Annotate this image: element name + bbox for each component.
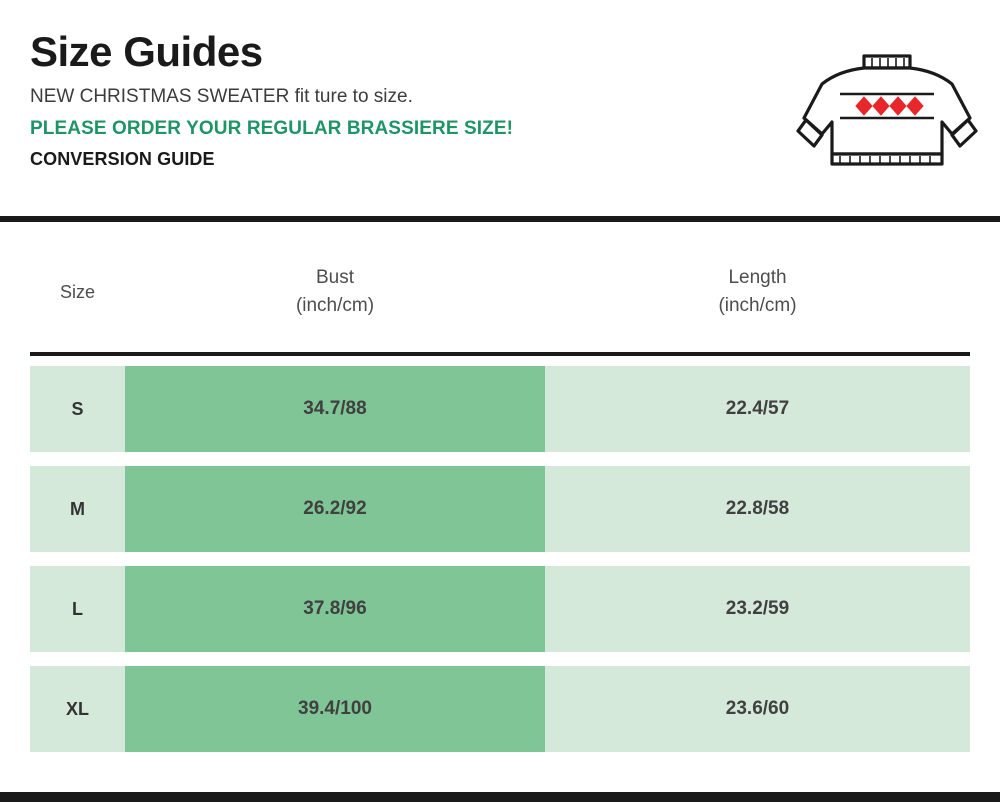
- column-header-length-unit: (inch/cm): [718, 295, 797, 316]
- divider-header: [30, 352, 970, 356]
- column-header-bust-label: Bust: [315, 266, 355, 288]
- cell-size: S: [30, 366, 125, 452]
- cell-size: L: [30, 566, 125, 652]
- conversion-guide-label: CONVERSION GUIDE: [30, 149, 215, 170]
- page-title: Size Guides: [30, 28, 263, 75]
- column-header-size-label: Size: [59, 281, 95, 302]
- divider-top: [0, 216, 1000, 222]
- fit-note: NEW CHRISTMAS SWEATER fit ture to size.: [30, 86, 413, 108]
- order-size-notice: PLEASE ORDER YOUR REGULAR BRASSIERE SIZE!: [30, 117, 514, 139]
- column-header-length: [545, 264, 970, 321]
- column-header-bust-unit: (inch/cm): [295, 295, 375, 316]
- cell-bust: 39.4/100: [125, 666, 545, 752]
- table-header-row: [30, 240, 970, 344]
- cell-size: M: [30, 466, 125, 552]
- cell-size: XL: [30, 666, 125, 752]
- header: [30, 30, 790, 170]
- table-row: [30, 666, 970, 752]
- cell-bust: 26.2/92: [125, 466, 545, 552]
- cell-length: 22.8/58: [545, 466, 970, 552]
- cell-bust: 37.8/96: [125, 566, 545, 652]
- column-header-size: [30, 279, 125, 306]
- cell-length: 23.6/60: [545, 666, 970, 752]
- size-table-body: [30, 366, 970, 766]
- christmas-sweater-icon: [792, 42, 982, 172]
- size-table-header: [30, 240, 970, 344]
- column-header-length-label: Length: [728, 266, 787, 288]
- cell-length: 22.4/57: [545, 366, 970, 452]
- cell-bust: 34.7/88: [125, 366, 545, 452]
- cell-length: 23.2/59: [545, 566, 970, 652]
- column-header-bust: [125, 264, 545, 321]
- table-row: [30, 366, 970, 452]
- table-row: [30, 566, 970, 652]
- divider-bottom: [0, 792, 1000, 802]
- table-row: [30, 466, 970, 552]
